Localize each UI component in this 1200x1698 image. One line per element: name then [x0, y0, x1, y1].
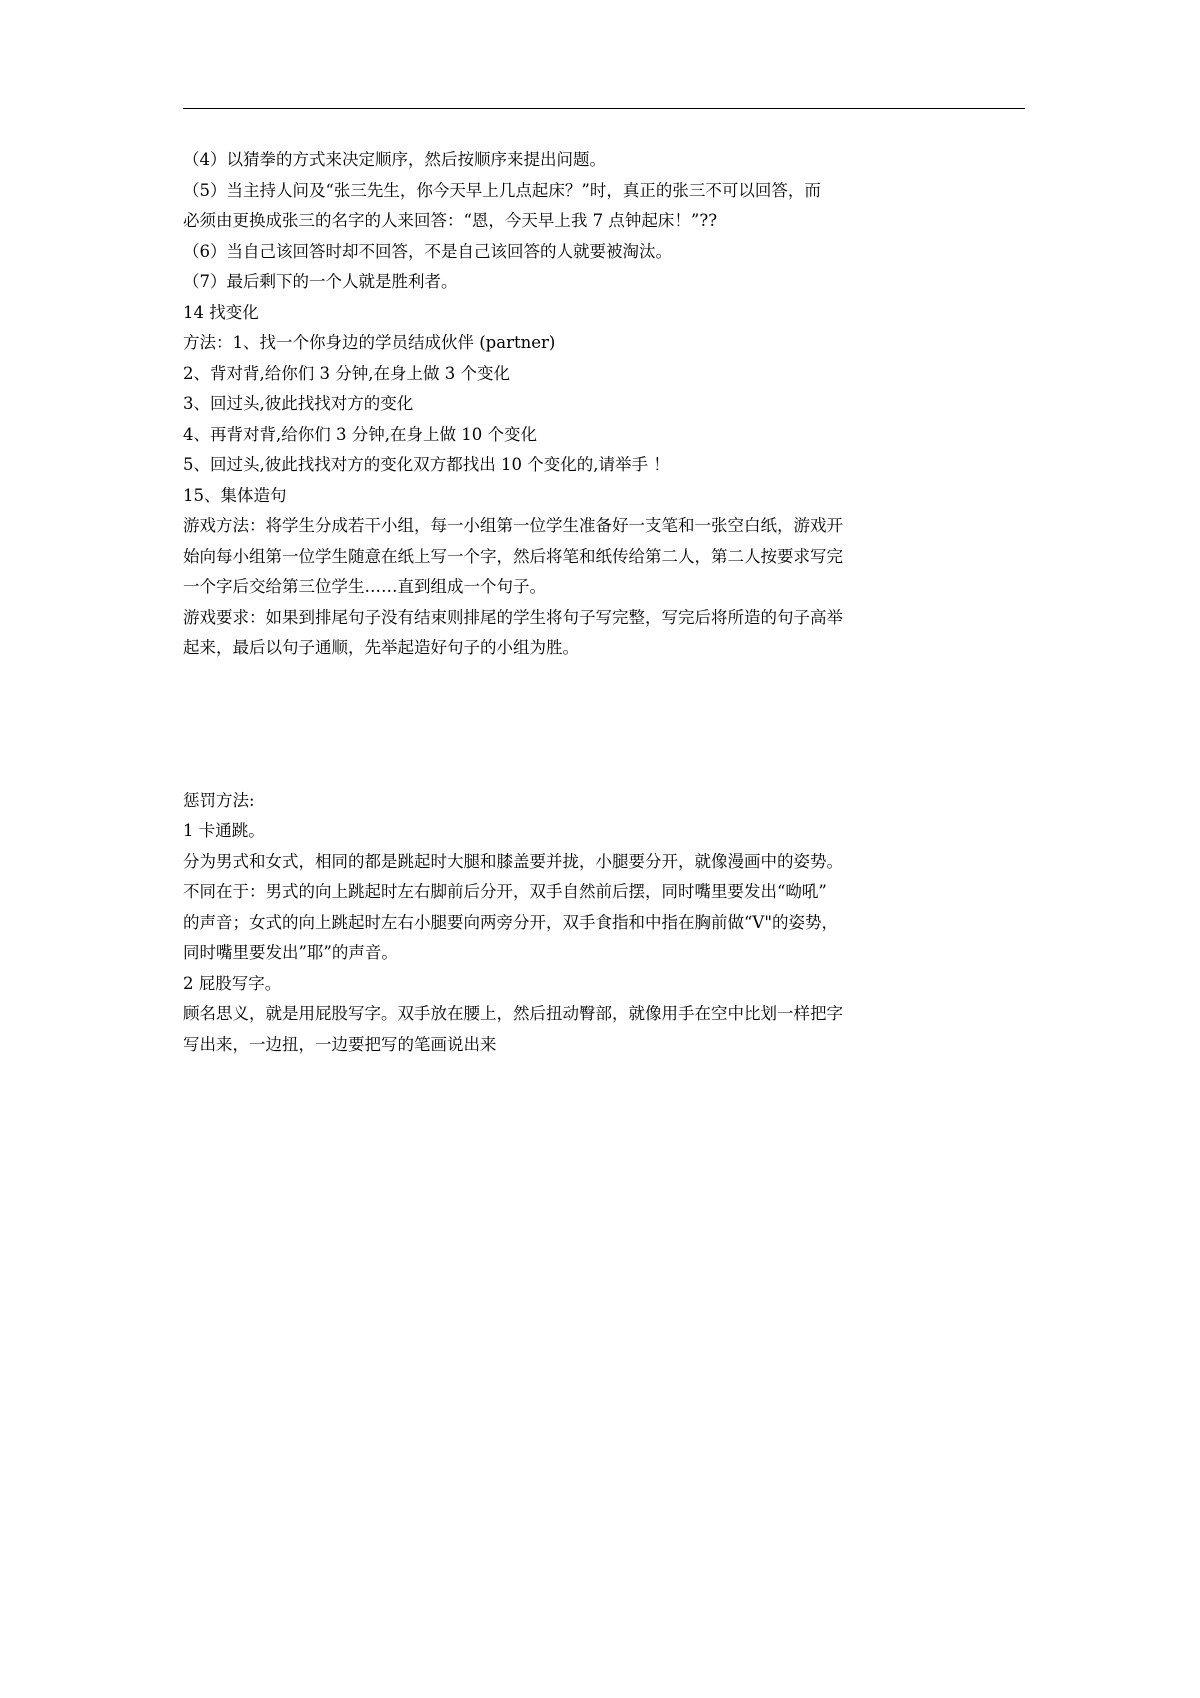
text-line: 分为男式和女式，相同的都是跳起时大腿和膝盖要并拢，小腿要分开，就像漫画中的姿势。	[183, 851, 843, 871]
text-line: 方法：1、找一个你身边的学员结成伙伴 (partner)	[183, 333, 556, 352]
text-line: 2 屁股写字。	[183, 973, 282, 993]
text-line: 5、回过头,彼此找找对方的变化双方都找出 10 个变化的,请举手 ！	[183, 455, 670, 474]
section-heading: 14 找变化	[183, 302, 259, 322]
section-heading: 惩罚方法:	[183, 790, 255, 810]
text-line: 游戏方法：将学生分成若干小组，每一小组第一位学生准备好一支笔和一张空白纸，游戏开	[183, 516, 843, 535]
section-penalties	[183, 786, 1025, 1061]
text-line: 起来，最后以句子通顺，先举起造好句子的小组为胜。	[183, 638, 579, 657]
document-body	[183, 145, 1025, 1060]
text-line: （4）以猜拳的方式来决定顺序，然后按顺序来提出问题。	[183, 150, 606, 169]
section-rules-and-games	[183, 145, 1025, 664]
text-line: （6）当自己该回答时却不回答，不是自己该回答的人就要被淘汰。	[183, 241, 672, 261]
text-line: 顾名思义，就是用屁股写字。双手放在腰上，然后扭动臀部，就像用手在空中比划一样把字	[183, 1004, 843, 1023]
text-line: 写出来，一边扭，一边要把写的笔画说出来	[183, 1034, 497, 1054]
text-line: 一个字后交给第三位学生……直到组成一个句子。	[183, 577, 546, 596]
blank-gap	[183, 664, 1025, 786]
text-line: 必须由更换成张三的名字的人来回答：“恩，今天早上我 7 点钟起床！”??	[183, 211, 718, 230]
text-line: 4、再背对背,给你们 3 分钟,在身上做 10 个变化	[183, 424, 537, 444]
text-line: 2、背对背,给你们 3 分钟,在身上做 3 个变化	[183, 363, 510, 383]
section-heading: 15、集体造句	[183, 485, 287, 505]
text-line: 不同在于：男式的向上跳起时左右脚前后分开，双手自然前后摆，同时嘴里要发出“呦吼”	[183, 882, 827, 901]
text-line: 1 卡通跳。	[183, 821, 265, 840]
text-line: 始向每小组第一位学生随意在纸上写一个字，然后将笔和纸传给第二人，第二人按要求写完	[183, 546, 843, 566]
text-line: （5）当主持人问及“张三先生，你今天早上几点起床？”时，真正的张三不可以回答，而	[183, 180, 821, 200]
text-line: 3、回过头,彼此找找对方的变化	[183, 394, 414, 413]
text-line: 游戏要求：如果到排尾句子没有结束则排尾的学生将句子写完整，写完后将所造的句子高举	[183, 607, 843, 627]
text-line: （7）最后剩下的一个人就是胜利者。	[183, 272, 458, 291]
header-rule	[183, 108, 1025, 109]
text-line: 同时嘴里要发出”耶”的声音。	[183, 943, 398, 962]
text-line: 的声音；女式的向上跳起时左右小腿要向两旁分开，双手食指和中指在胸前做“V"的姿势，	[183, 912, 838, 932]
